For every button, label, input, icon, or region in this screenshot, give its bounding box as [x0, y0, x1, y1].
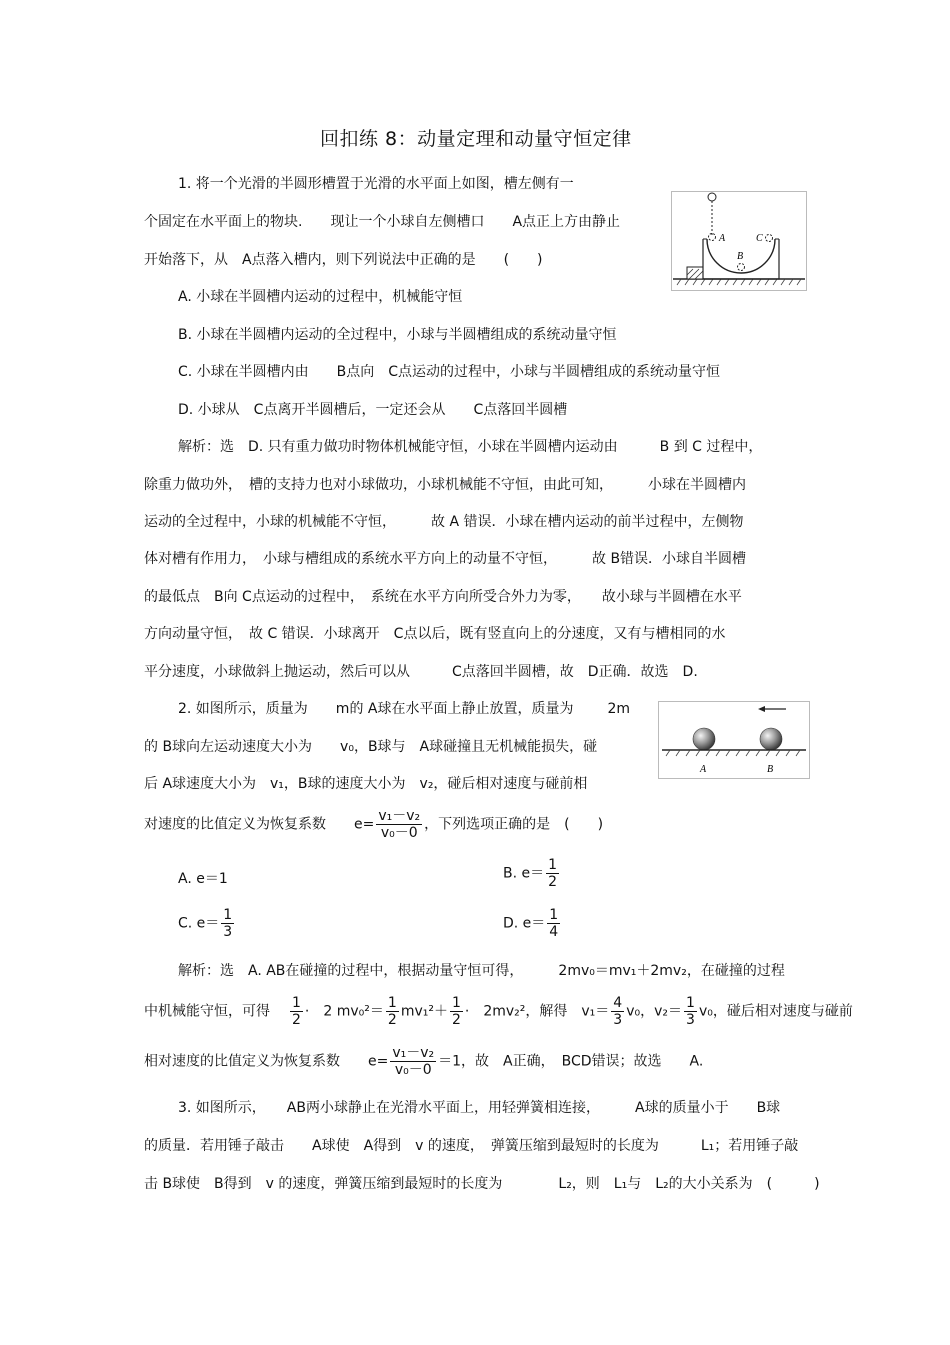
q1-option-b: B. 小球在半圆槽内运动的全过程中，小球与半圆槽组成的系统动量守恒 — [178, 327, 617, 343]
frac-den: 2 — [451, 1012, 461, 1028]
frac-den: 2 — [387, 1012, 397, 1028]
q2-frac-den: v₀－0 — [380, 825, 418, 841]
q2-line-1a: 2. 如图所示，质量为 m的 A球在水平面上静止放置，质量为 — [178, 701, 574, 717]
q2-label-b: B — [767, 764, 774, 775]
q2-option-d-den: 4 — [549, 924, 559, 940]
frac-den: 3 — [613, 1012, 623, 1028]
q2-line-2: 的 B球向左运动速度大小为 v₀，B球与 A球碰撞且无机械能损失，碰 — [144, 739, 598, 755]
q1-figure — [671, 191, 807, 291]
frac-den: 2 — [292, 1012, 301, 1028]
q1-label-a: A — [719, 233, 726, 244]
q1-line-3: 开始落下，从 A点落入槽内，则下列说法中正确的是 ( ) — [144, 252, 543, 268]
q2-option-b-num: 1 — [548, 857, 558, 873]
q1-label-b: B — [737, 251, 744, 262]
q1-analysis-4: 体对槽有作用力， 小球与槽组成的系统水平方向上的动量不守恒， 故 B错误．小球自半圆槽 — [144, 551, 747, 567]
page-title: 回扣练 8：动量定理和动量守恒定律 — [320, 128, 632, 150]
q1-option-a: A. 小球在半圆槽内运动的过程中，机械能守恒 — [178, 289, 463, 305]
q1-label-c: C — [756, 233, 763, 244]
q2-option-c-frac — [221, 907, 234, 940]
q1-analysis-7: 平分速度，小球做斜上抛运动，然后可以从 C点落回半圆槽，故 D正确．故选 D. — [144, 664, 698, 680]
q2-option-c-num: 1 — [223, 907, 233, 923]
q2-line-4a: 对速度的比值定义为恢复系数 e= — [144, 816, 375, 833]
q2-analysis-2 — [144, 995, 853, 1028]
frac-num: 1 — [451, 995, 461, 1011]
q1-option-c: C. 小球在半圆槽内由 B点向 C点运动的过程中，小球与半圆槽组成的系统动量守恒 — [178, 364, 721, 380]
q2-option-b-den: 2 — [548, 874, 558, 890]
q2-an2-frac-4 — [611, 995, 624, 1028]
q2-an2-mid: · 2 mv₀²＝ — [304, 1003, 384, 1020]
q1-analysis-3: 运动的全过程中，小球的机械能不守恒， 故 A 错误．小球在槽内运动的前半过程中，左侧物 — [144, 514, 744, 530]
q2-line-3: 后 A球速度大小为 v₁，B球的速度大小为 v₂，碰后相对速度与碰前相 — [144, 776, 588, 792]
q2-an3-pre: 相对速度的比值定义为恢复系数 e= — [144, 1053, 389, 1070]
q2-analysis-1: 解析：选 A. AB在碰撞的过程中，根据动量守恒可得， 2mv₀＝mv₁＋2mv₂，在碰撞的过程 — [178, 963, 785, 979]
frac-num: 1 — [686, 995, 695, 1011]
q2-line-1 — [178, 700, 630, 718]
q2-line-4 — [144, 808, 603, 841]
q2-an2-mid4: v₀，v₂＝ — [626, 1003, 683, 1020]
q2-an3-post: ＝1，故 A正确， BCD错误；故选 A. — [438, 1053, 704, 1070]
q2-option-b-frac — [546, 857, 559, 890]
q2-option-c-den: 3 — [223, 924, 233, 940]
q2-line-4b: ，下列选项正确的是 ( ) — [424, 816, 604, 833]
q3-line-3: 击 B球使 B得到 v 的速度，弹簧压缩到最短时的长度为 L₂，则 L₁与 L₂的大小关系为 ( ) — [144, 1176, 820, 1192]
q3-line-2: 的质量．若用锤子敲击 A球使 A得到 v 的速度， 弹簧压缩到最短时的长度为 L₁；若用锤子敲 — [144, 1138, 799, 1154]
q1-analysis-5: 的最低点 B向 C点运动的过程中， 系统在水平方向所受合外力为零， 故小球与半圆槽在水平 — [144, 589, 742, 605]
frac-den: 3 — [686, 1012, 695, 1028]
q1-line-2: 个固定在水平面上的物块. 现让一个小球自左侧槽口 A点正上方由静止 — [144, 214, 621, 230]
q2-frac-num: v₁－v₂ — [378, 808, 421, 824]
q2-an3-num: v₁－v₂ — [392, 1045, 435, 1061]
q2-an2-post: v₀，碰后相对速度与碰前 — [698, 1003, 853, 1020]
q2-an3-frac — [390, 1045, 436, 1078]
q2-an2-frac-3 — [450, 995, 463, 1028]
q2-option-a: A. e＝1 — [178, 871, 228, 887]
q2-an2-frac-5 — [684, 995, 697, 1028]
q2-restitution-fraction — [376, 808, 422, 841]
q2-option-c — [178, 907, 236, 940]
q2-an2-frac-1 — [290, 995, 303, 1028]
q2-option-d-pre: D. e＝ — [503, 915, 546, 932]
frac-num: 1 — [387, 995, 397, 1011]
q2-option-c-pre: C. e＝ — [178, 915, 220, 932]
frac-num: 4 — [613, 995, 623, 1011]
q2-figure — [658, 701, 810, 779]
q2-line-1b: 2m — [607, 701, 631, 717]
q1-line-1: 1. 将一个光滑的半圆形槽置于光滑的水平面上如图，槽左侧有一 — [178, 176, 574, 192]
q2-option-d-num: 1 — [549, 907, 559, 923]
frac-num: 1 — [292, 995, 301, 1011]
q2-label-a: A — [700, 764, 707, 775]
q2-option-b-pre: B. e＝ — [503, 865, 545, 882]
q1-analysis-2: 除重力做功外， 槽的支持力也对小球做功，小球机械能不守恒，由此可知， 小球在半圆槽内 — [144, 477, 746, 493]
q2-an2-pre: 中机械能守恒，可得 — [144, 1003, 270, 1020]
q1-analysis-6: 方向动量守恒， 故 C 错误．小球离开 C点以后，既有竖直向上的分速度，又有与槽相同的水 — [144, 626, 726, 642]
q2-an2-mid3: · 2mv₂²，解得 v₁＝ — [464, 1003, 610, 1020]
q2-option-d — [503, 907, 562, 940]
q2-an2-mid2: mv₁²＋ — [400, 1003, 448, 1020]
q2-analysis-3 — [144, 1045, 703, 1078]
q2-an2-frac-2 — [386, 995, 399, 1028]
q2-an3-den: v₀－0 — [394, 1062, 432, 1078]
q3-line-1: 3. 如图所示， AB两小球静止在光滑水平面上，用轻弹簧相连接， A球的质量小于 B球 — [178, 1100, 781, 1116]
q2-option-b — [503, 857, 561, 890]
q1-analysis-1: 解析：选 D. 只有重力做功时物体机械能守恒，小球在半圆槽内运动由 B 到 C 过程中， — [178, 439, 763, 455]
q1-option-d: D. 小球从 C点离开半圆槽后，一定还会从 C点落回半圆槽 — [178, 402, 568, 418]
q2-option-d-frac — [547, 907, 560, 940]
